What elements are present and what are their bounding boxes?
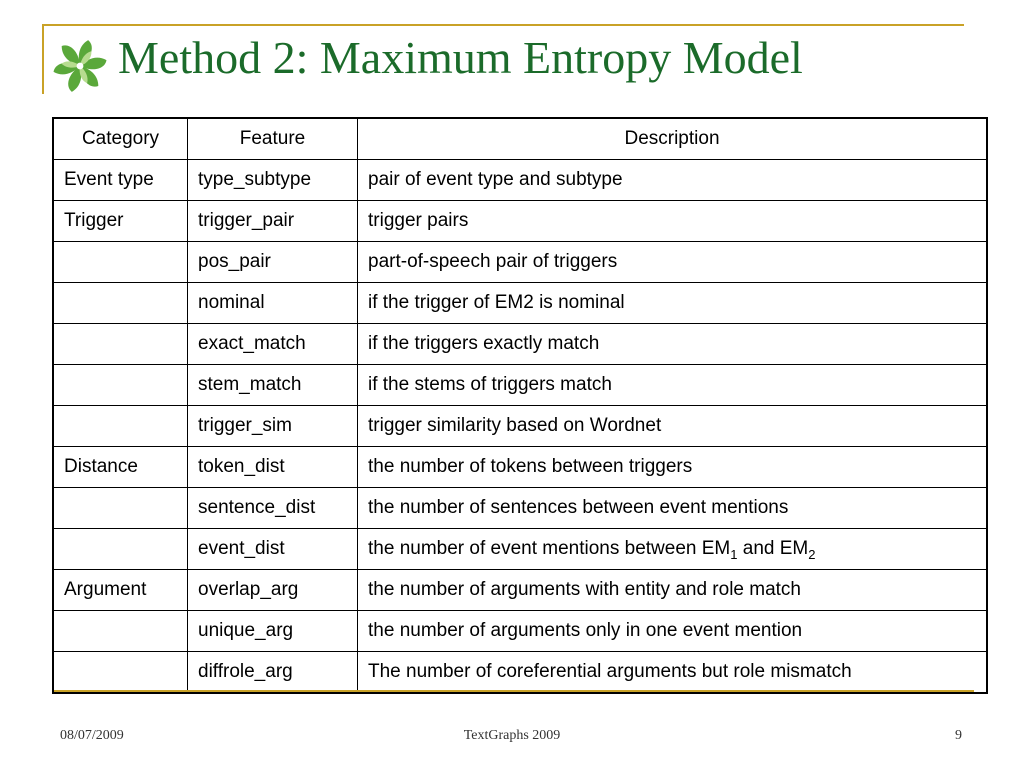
cell-description: if the stems of triggers match bbox=[358, 365, 988, 406]
page-number: 9 bbox=[955, 728, 962, 743]
table-row bbox=[53, 447, 987, 488]
cell-category: Distance bbox=[53, 447, 188, 488]
cell-description: the number of arguments only in one event mention bbox=[358, 611, 988, 652]
cell-category bbox=[53, 488, 188, 529]
cell-description: The number of coreferential arguments but role mismatch bbox=[358, 652, 988, 694]
cell-feature: trigger_pair bbox=[188, 201, 358, 242]
table-row bbox=[53, 406, 987, 447]
cell-description: trigger pairs bbox=[358, 201, 988, 242]
cell-category bbox=[53, 529, 188, 570]
cell-description: if the trigger of EM2 is nominal bbox=[358, 283, 988, 324]
header-description: Description bbox=[358, 118, 988, 160]
cell-category: Event type bbox=[53, 160, 188, 201]
cell-feature: pos_pair bbox=[188, 242, 358, 283]
cell-feature: trigger_sim bbox=[188, 406, 358, 447]
cell-feature: sentence_dist bbox=[188, 488, 358, 529]
cell-category: Argument bbox=[53, 570, 188, 611]
cell-category bbox=[53, 242, 188, 283]
table-row bbox=[53, 652, 987, 694]
cell-description: the number of arguments with entity and role match bbox=[358, 570, 988, 611]
cell-category bbox=[53, 652, 188, 694]
cell-feature: stem_match bbox=[188, 365, 358, 406]
table-header-row bbox=[53, 118, 987, 160]
cell-description: trigger similarity based on Wordnet bbox=[358, 406, 988, 447]
subscript-2: 2 bbox=[808, 546, 816, 562]
header-feature: Feature bbox=[188, 118, 358, 160]
cell-category bbox=[53, 324, 188, 365]
cell-category bbox=[53, 365, 188, 406]
table-row bbox=[53, 611, 987, 652]
cell-category bbox=[53, 406, 188, 447]
subscript-1: 1 bbox=[730, 546, 738, 562]
cell-feature: type_subtype bbox=[188, 160, 358, 201]
cell-description: the number of tokens between triggers bbox=[358, 447, 988, 488]
header-category: Category bbox=[53, 118, 188, 160]
description-text: the number of event mentions between EM bbox=[368, 538, 731, 559]
table-row bbox=[53, 201, 987, 242]
pinwheel-logo-icon bbox=[46, 32, 114, 100]
bottom-rule bbox=[54, 690, 974, 692]
table-row bbox=[53, 242, 987, 283]
cell-feature: event_dist bbox=[188, 529, 358, 570]
table-row bbox=[53, 570, 987, 611]
cell-category bbox=[53, 283, 188, 324]
side-rule bbox=[42, 24, 44, 94]
description-text: and EM bbox=[737, 538, 809, 559]
slide-title: Method 2: Maximum Entropy Model bbox=[118, 32, 803, 83]
table-row bbox=[53, 160, 987, 201]
table-row bbox=[53, 529, 987, 570]
features-table bbox=[52, 117, 988, 694]
cell-feature: diffrole_arg bbox=[188, 652, 358, 694]
cell-category: Trigger bbox=[53, 201, 188, 242]
cell-feature: token_dist bbox=[188, 447, 358, 488]
cell-feature: exact_match bbox=[188, 324, 358, 365]
cell-description: part-of-speech pair of triggers bbox=[358, 242, 988, 283]
cell-description: the number of sentences between event mentions bbox=[358, 488, 988, 529]
cell-description: if the triggers exactly match bbox=[358, 324, 988, 365]
top-rule bbox=[42, 24, 964, 26]
footer-conference: TextGraphs 2009 bbox=[463, 728, 561, 743]
cell-description: pair of event type and subtype bbox=[358, 160, 988, 201]
cell-feature: nominal bbox=[188, 283, 358, 324]
table-row bbox=[53, 365, 987, 406]
cell-category bbox=[53, 611, 188, 652]
table-row bbox=[53, 283, 987, 324]
footer-date: 08/07/2009 bbox=[60, 728, 124, 743]
cell-feature: unique_arg bbox=[188, 611, 358, 652]
cell-description bbox=[358, 529, 988, 570]
table-row bbox=[53, 488, 987, 529]
cell-feature: overlap_arg bbox=[188, 570, 358, 611]
table-row bbox=[53, 324, 987, 365]
